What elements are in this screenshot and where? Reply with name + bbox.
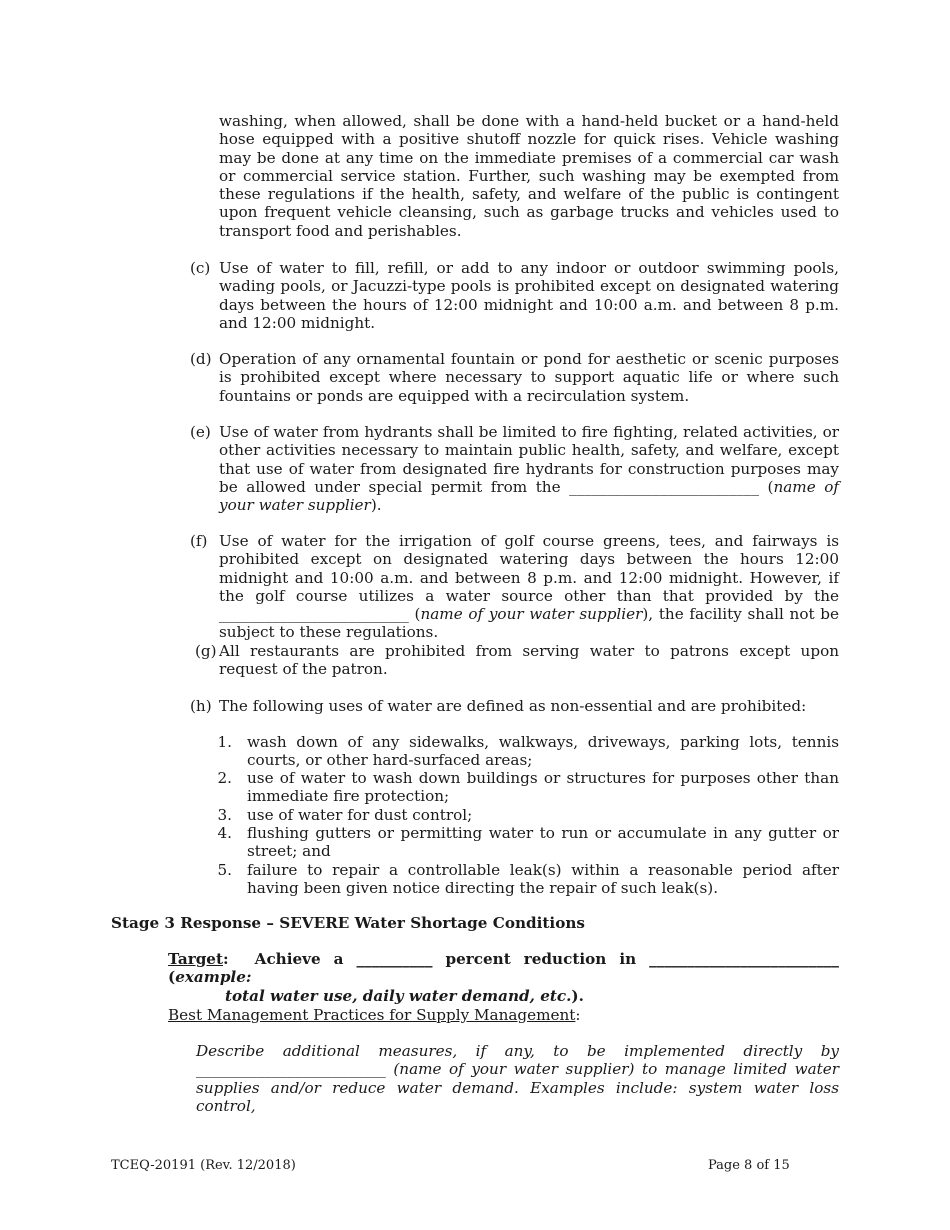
item-e-text — [219, 423, 839, 514]
subitem-4-number: 4. — [217, 824, 232, 842]
bmp-description-rest: _________________________ (name of your water supplier) to manage limited water supplies and/or reduce water demand. Examples include: system water loss control, — [196, 1060, 839, 1115]
bmp-label: Best Management Practices for Supply Management — [168, 1006, 576, 1024]
target-colon: : — [223, 950, 229, 968]
subitem-1-number: 1. — [217, 733, 232, 751]
item-d-text: Operation of any ornamental fountain or pond for aesthetic or scenic purposes is prohibited except where necessary to support aquatic life or where such fountains or ponds are equipped with a recirculation system. — [219, 350, 839, 405]
item-f-label: (f) — [190, 532, 208, 550]
target-tail: ). — [571, 986, 584, 1005]
item-e-tail: ). — [370, 496, 382, 515]
subitem-2-text: use of water to wash down buildings or structures for purposes other than immediate fire protection; — [247, 769, 839, 806]
subitem-2-number: 2. — [217, 769, 232, 787]
item-e-italic: name of your water supplier — [219, 477, 839, 515]
item-e-label: (e) — [190, 423, 211, 441]
subitem-3-number: 3. — [217, 806, 232, 824]
stage3-heading: Stage 3 Response – SEVERE Water Shortage Conditions — [111, 914, 585, 932]
item-f-italic: name of your water supplier — [420, 605, 643, 624]
target-example-text: total water use, daily water demand, etc. — [225, 986, 572, 1005]
subitem-5-number: 5. — [217, 861, 232, 879]
bmp-heading — [168, 1006, 581, 1024]
item-f-tail: ), the facility shall not be subject to these regulations. — [219, 605, 839, 642]
bmp-description — [196, 1042, 839, 1115]
item-h-label: (h) — [190, 697, 212, 715]
item-f-text — [219, 532, 839, 642]
bmp-description-line1: Describe additional measures, if any, to be implemented directly by — [196, 1042, 839, 1060]
subitem-5-text: failure to repair a controllable leak(s) within a reasonable period after having been given notice directing the repair of such leak(s). — [247, 861, 839, 898]
item-g-label: (g) — [195, 642, 217, 660]
item-e-body: Use of water from hydrants shall be limited to fire fighting, related activities, or other activities necessary to maintain public health, safety, and welfare, except that use of water from designated fire hydrants for construction purposes may be allowed under special permit from the _________________________ ( — [219, 423, 839, 496]
item-c-text: Use of water to fill, refill, or add to any indoor or outdoor swimming pools, wading pools, or Jacuzzi-type pools is prohibited except on designated watering days between the hours of 12:00 midnight and 10:00 a.m. and between 8 p.m. and 12:00 midnight. — [219, 259, 839, 332]
item-f-body: Use of water for the irrigation of golf course greens, tees, and fairways is prohibited except on designated watering days between the hours 12:00 midnight and 10:00 a.m. and between 8 p.m. and 12:00 midnight. However, if the golf course utilizes a water source other than that provided by the _________________________ ( — [219, 532, 839, 624]
target-example-label: example: — [175, 968, 252, 987]
footer-form-id: TCEQ-20191 (Rev. 12/2018) — [111, 1158, 296, 1173]
bmp-colon: : — [575, 1006, 581, 1024]
subitem-3-text: use of water for dust control; — [247, 806, 473, 824]
subitem-1-text: wash down of any sidewalks, walkways, driveways, parking lots, tennis courts, or other hard-surfaced areas; — [247, 733, 839, 770]
footer-page-number: Page 8 of 15 — [708, 1158, 790, 1173]
target-line — [168, 950, 839, 1005]
item-h-text: The following uses of water are defined as non-essential and are prohibited: — [219, 697, 807, 715]
item-c-label: (c) — [190, 259, 211, 277]
target-label: Target — [168, 950, 223, 968]
item-d-label: (d) — [190, 350, 212, 368]
target-text: Achieve a __________ percent reduction in _________________________ ( — [168, 950, 839, 987]
subitem-4-text: flushing gutters or permitting water to run or accumulate in any gutter or street; and — [247, 824, 839, 861]
intro-paragraph: washing, when allowed, shall be done with a hand-held bucket or a hand-held hose equipped with a positive shutoff nozzle for quick rises. Vehicle washing may be done at any time on the immediate premises of a commercial car wash or commercial service station. Further, such washing may be exempted from these regulations if the health, safety, and welfare of the public is contingent upon frequent vehicle cleansing, such as garbage trucks and vehicles used to transport food and perishables. — [219, 112, 839, 240]
item-g-text: All restaurants are prohibited from serving water to patrons except upon request of the patron. — [219, 642, 839, 679]
